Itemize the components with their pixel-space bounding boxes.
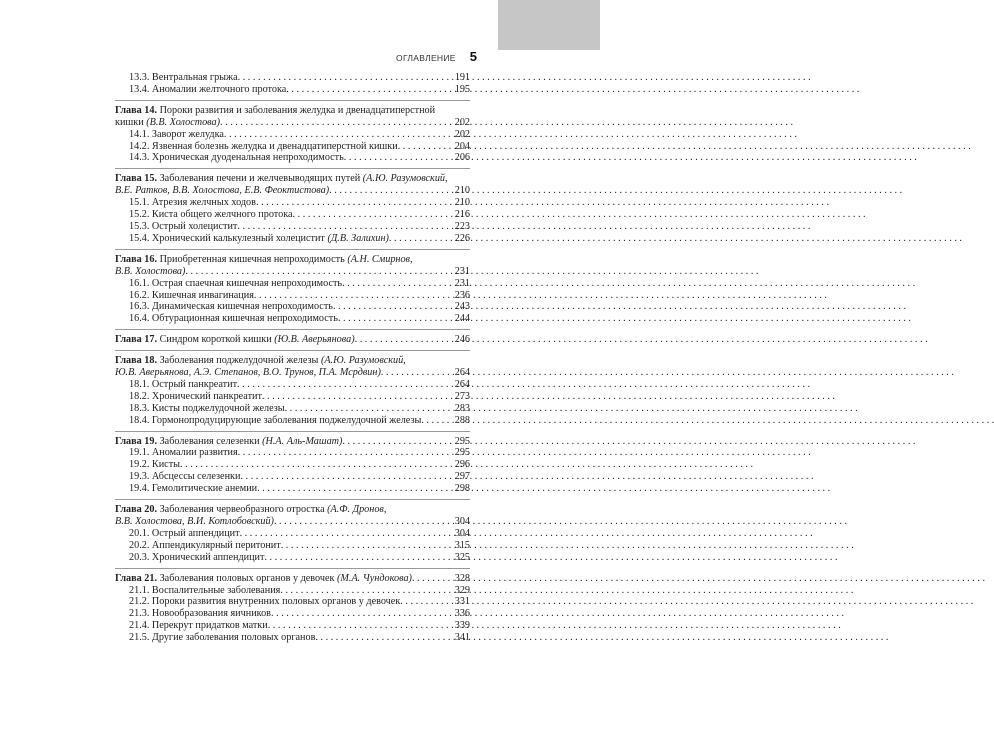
chapter-16 [115, 249, 470, 325]
chapter-title-cont: кишки [115, 116, 144, 128]
leader-dots [329, 185, 455, 197]
leader-dots [412, 573, 455, 585]
chapter-title: Пороки развития и заболевания желудка и двенадцатиперстной [159, 104, 436, 116]
chapter-label: Глава 16. [115, 253, 158, 265]
toc-entry[interactable] [115, 379, 470, 391]
toc-entry-page: 195 [454, 83, 470, 95]
toc-entry[interactable] [115, 632, 470, 644]
toc-entry-page: 295 [454, 447, 470, 459]
toc-entry-title: 15.3. Острый холецистит [129, 220, 238, 232]
leader-dots [400, 596, 454, 608]
table-of-contents [115, 72, 470, 644]
toc-entry-title: 18.4. Гормонопродуцирующие заболевания поджелудочной железы [129, 414, 422, 426]
leader-dots [185, 266, 454, 278]
toc-entry-page: 191 [454, 72, 470, 83]
toc-entry-title: 15.1. Атрезия желчных ходов [129, 197, 256, 209]
toc-entry[interactable] [115, 278, 470, 290]
toc-entry[interactable] [115, 221, 470, 233]
toc-entry-title: 13.4. Аномалии желточного протока [129, 83, 287, 95]
chapter-heading[interactable] [115, 333, 470, 346]
page-edge-tab [498, 0, 600, 50]
toc-entry-title: 16.4. Обтурационная кишечная непроходимость [129, 313, 338, 325]
toc-entry-page: 331 [454, 596, 470, 608]
chapter-heading[interactable] [115, 172, 470, 197]
leader-dots [285, 403, 455, 415]
chapter-authors: (Н.А. Аль-Машат) [262, 435, 343, 447]
chapter-authors: (А.Н. Смирнов, [347, 253, 413, 265]
chapter-heading[interactable] [115, 253, 470, 278]
toc-entry[interactable] [115, 129, 470, 141]
toc-entry-title: 14.1. Заворот желудка [129, 128, 224, 140]
chapter-title: Заболевания половых органов у девочек [159, 572, 335, 584]
chapter-label: Глава 20. [115, 504, 158, 516]
toc-entry-page: 297 [454, 471, 470, 483]
toc-entry-page: 216 [454, 209, 470, 221]
toc-entry-title: 14.3. Хроническая дуоденальная непроходимость [129, 152, 344, 164]
chapter-authors-cont: Ю.В. Аверьянова, А.Э. Степанов, В.О. Трунов, П.А. Мсрдвин) [115, 367, 381, 379]
toc-entry-page: 329 [454, 584, 470, 596]
toc-entry[interactable] [115, 209, 470, 221]
chapter-title: Синдром короткой кишки [159, 334, 272, 346]
leader-dots [262, 391, 455, 403]
leader-dots [264, 552, 454, 564]
toc-entry-title: 20.2. Аппендикулярный перитонит [129, 539, 281, 551]
toc-entry[interactable] [115, 596, 470, 608]
toc-entry-title: 21.4. Перекрут придатков матки [129, 620, 268, 632]
chapter-heading[interactable] [115, 354, 470, 379]
leader-dots [381, 367, 455, 379]
header-title: ОГЛАВЛЕНИЕ [396, 53, 456, 63]
toc-entry-page: 341 [454, 632, 470, 644]
toc-entry-title: 21.1. Воспалительные заболевания [129, 584, 281, 596]
toc-entry[interactable] [115, 447, 470, 459]
toc-entry-title: 21.2. Пороки развития внутренних половых органов у девочек [129, 596, 401, 608]
toc-entry-page: 283 [454, 402, 470, 414]
leader-dots [274, 516, 455, 528]
leader-dots [333, 301, 455, 313]
leader-dots [224, 129, 455, 141]
toc-entry-title: 18.3. Кисты поджелудочной железы [129, 402, 285, 414]
toc-entry[interactable] [115, 608, 470, 620]
toc-entry[interactable] [115, 233, 470, 245]
running-header [396, 49, 477, 64]
toc-entry-page: 210 [454, 197, 470, 209]
chapter-authors: (А.Ю. Разумовский, [320, 355, 406, 367]
toc-entry-page: 273 [454, 390, 470, 402]
toc-entry[interactable] [115, 197, 470, 209]
toc-entry-title: 21.5. Другие заболевания половых органов [129, 632, 316, 644]
leader-dots [315, 632, 454, 644]
toc-entry[interactable] [115, 540, 470, 552]
chapter-heading[interactable] [115, 572, 470, 585]
chapter-18 [115, 350, 470, 426]
chapter-authors: (А.Ю. Разумовский, [362, 173, 448, 185]
leader-dots [254, 290, 455, 302]
chapter-page: 246 [454, 334, 470, 346]
toc-entry-page: 231 [454, 277, 470, 289]
chapter-page: 202 [454, 116, 470, 128]
toc-entry[interactable] [115, 528, 470, 540]
leader-dots [237, 379, 455, 391]
toc-entry[interactable] [115, 391, 470, 403]
toc-entry-title: 19.1. Аномалии развития [129, 447, 238, 459]
toc-entry-page: 226 [454, 232, 470, 244]
chapter-heading[interactable] [115, 435, 470, 448]
toc-entry[interactable] [115, 459, 470, 471]
chapter-page: 264 [454, 367, 470, 379]
toc-entry-title: 18.1. Острый панкреатит [129, 378, 238, 390]
chapter-page: 231 [454, 265, 470, 277]
chapter-label: Глава 15. [115, 173, 158, 185]
leader-dots [240, 471, 454, 483]
leader-dots [220, 117, 455, 129]
chapter-label: Глава 17. [115, 334, 158, 346]
toc-entry-title: 20.3. Хронический аппендицит [129, 551, 265, 563]
leader-dots [257, 483, 455, 495]
chapter-14 [115, 100, 470, 165]
toc-entry[interactable] [115, 313, 470, 325]
toc-entry-page: 336 [454, 608, 470, 620]
chapter-title: Заболевания поджелудочной железы [159, 355, 319, 367]
toc-entry-title: 19.2. Кисты [129, 459, 180, 471]
chapter-page: 295 [454, 435, 470, 447]
chapter-authors-cont: В.В. Холостова, В.И. Котлобовский) [115, 516, 274, 527]
leader-dots [256, 197, 455, 209]
chapter-17 [115, 329, 470, 346]
leader-dots [344, 152, 455, 164]
toc-entry[interactable] [115, 415, 470, 427]
leader-dots [293, 209, 455, 221]
toc-entry-page: 296 [454, 459, 470, 471]
chapter-title: Заболевания селезенки [159, 435, 260, 447]
chapter-authors-cont: В.Е. Ратков, В.В. Холостова, Е.В. Феоктистова) [115, 185, 330, 197]
toc-entry[interactable] [115, 84, 470, 96]
toc-entry-title: 16.3. Динамическая кишечная непроходимость [129, 301, 333, 313]
leader-dots [271, 608, 455, 620]
leader-dots [238, 447, 455, 459]
leader-dots [238, 72, 455, 84]
chapter-page: 328 [454, 572, 470, 584]
toc-entry-page: 202 [454, 128, 470, 140]
toc-entry-page: 315 [454, 539, 470, 551]
chapter-authors-cont: В.В. Холостова) [115, 265, 186, 277]
chapter-label: Глава 18. [115, 355, 158, 367]
toc-entry[interactable] [115, 403, 470, 415]
chapter-authors: (В.В. Холостова) [146, 116, 221, 128]
leader-dots [355, 334, 455, 346]
toc-entry[interactable] [115, 152, 470, 164]
toc-entry-page: 304 [454, 527, 470, 539]
toc-entry-page: 236 [454, 289, 470, 301]
chapter-authors: (Ю.В. Аверьянова) [274, 334, 355, 346]
chapter-title: Приобретенная кишечная непроходимость [159, 253, 345, 265]
chapter-19 [115, 431, 470, 496]
chapter-authors: (А.Ф. Дронов, [327, 504, 387, 516]
toc-entry[interactable] [115, 290, 470, 302]
toc-entry-title: 15.2. Киста общего желчного протока [129, 209, 293, 221]
toc-entry-page: 339 [454, 620, 470, 632]
toc-entry[interactable] [115, 301, 470, 313]
toc-entry-title: 13.3. Вентральная грыжа [129, 72, 238, 83]
chapter-page: 210 [454, 185, 470, 197]
chapter-heading[interactable] [115, 104, 470, 129]
toc-entry-page: 298 [454, 483, 470, 495]
toc-entry-page: 244 [454, 313, 470, 325]
leader-dots [240, 528, 455, 540]
leader-dots [286, 84, 454, 96]
chapter-15 [115, 168, 470, 244]
toc-entry[interactable] [115, 552, 470, 564]
toc-entry-page: 204 [454, 140, 470, 152]
chapter-title: Заболевания печени и желчевыводящих путей [159, 173, 361, 185]
toc-entry-authors: (Д.В. Залихин) [327, 232, 389, 244]
chapter-21 [115, 568, 470, 644]
chapter-title: Заболевания червеобразного отростка [159, 504, 325, 516]
toc-entry-title: 15.4. Хронический калькулезный холецистит [129, 232, 325, 244]
leader-dots [338, 313, 455, 325]
toc-entry-title: 16.2. Кишечная инвагинация [129, 289, 254, 301]
chapter-page: 304 [454, 516, 470, 527]
chapter-label: Глава 21. [115, 572, 158, 584]
toc-entry-page: 264 [454, 378, 470, 390]
toc-entry-page: 243 [454, 301, 470, 313]
toc-entry[interactable] [115, 72, 470, 84]
leader-dots [342, 278, 455, 290]
chapter-authors: (М.А. Чундокова) [337, 572, 412, 584]
leader-dots [421, 415, 454, 427]
chapter-heading[interactable] [115, 503, 470, 528]
chapter-label: Глава 14. [115, 104, 158, 116]
leader-dots [237, 221, 454, 233]
leader-dots [389, 233, 455, 245]
chapter-label: Глава 19. [115, 435, 158, 447]
toc-entry-title: 18.2. Хронический панкреатит [129, 390, 262, 402]
toc-entry-title: 14.2. Язвенная болезнь желудка и двенадцатиперстной кишки [129, 140, 398, 152]
toc-entry[interactable] [115, 141, 470, 153]
toc-entry-page: 223 [454, 220, 470, 232]
leader-dots [281, 540, 455, 552]
toc-entry-title: 16.1. Острая спаечная кишечная непроходимость [129, 277, 343, 289]
toc-entry-title: 19.3. Абсцессы селезенки [129, 471, 241, 483]
toc-entry[interactable] [115, 471, 470, 483]
toc-entry[interactable] [115, 585, 470, 597]
leader-dots [180, 459, 455, 471]
chapter-20 [115, 499, 470, 564]
toc-entry-page: 288 [454, 414, 470, 426]
chapter-13-tail [115, 72, 470, 96]
toc-entry-title: 19.4. Гемолитические анемии [129, 483, 258, 495]
leader-dots [280, 585, 454, 597]
leader-dots [398, 141, 455, 153]
leader-dots [342, 436, 454, 448]
toc-entry-page: 206 [454, 152, 470, 164]
leader-dots [268, 620, 455, 632]
toc-entry-title: 21.3. Новообразования яичников [129, 608, 271, 620]
page-number: 5 [469, 49, 477, 64]
toc-entry-title: 20.1. Острый аппендицит [129, 527, 240, 539]
toc-entry[interactable] [115, 620, 470, 632]
toc-entry[interactable] [115, 483, 470, 495]
toc-entry-page: 325 [454, 551, 470, 563]
